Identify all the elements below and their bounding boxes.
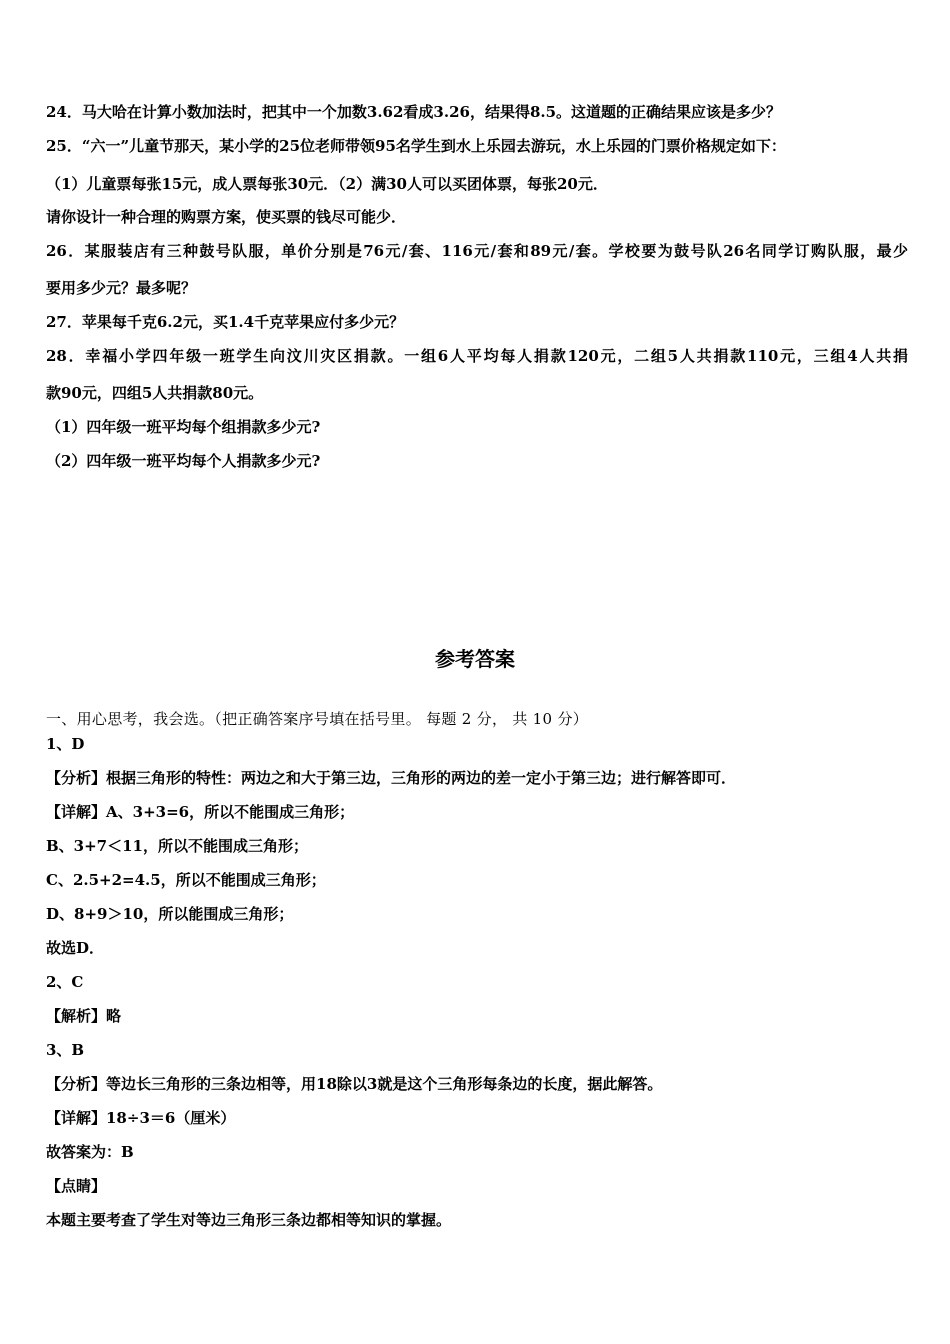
question-28-line-2: 款90元，四组5人共捐款80元。 xyxy=(46,384,264,402)
answers-title: 参考答案 xyxy=(435,647,515,671)
answer-3-comment: 本题主要考查了学生对等边三角形三条边都相等知识的掌握。 xyxy=(46,1211,452,1229)
answer-1-option-b: B、3+7＜11，所以不能围成三角形； xyxy=(46,837,308,855)
answer-3: 3、B xyxy=(46,1041,85,1059)
answer-1-option-c: C、2.5+2=4.5，所以不能围成三角形； xyxy=(46,871,326,889)
answer-1: 1、D xyxy=(46,735,85,753)
answer-2: 2、C xyxy=(46,973,84,991)
question-25-task: 请你设计一种合理的购票方案，使买票的钱尽可能少． xyxy=(46,208,407,226)
answer-2-explanation: 【解析】略 xyxy=(46,1007,122,1025)
question-28-line-1: 28．幸福小学四年级一班学生向汶川灾区捐款。一组6人平均每人捐款120元，二组5人共捐款110元，三组4人共捐 xyxy=(46,347,908,365)
question-28-part-1: （1）四年级一班平均每个组捐款多少元? xyxy=(46,418,321,436)
answers-section-header: 一、用心思考，我会选。（把正确答案序号填在括号里。 每题 2 分， 共 10 分） xyxy=(46,710,589,728)
answer-3-analysis: 【分析】等边长三角形的三条边相等，用18除以3就是这个三角形每条边的长度，据此解答。 xyxy=(46,1075,663,1093)
answer-1-option-d: D、8+9＞10，所以能围成三角形； xyxy=(46,905,294,923)
answer-1-analysis: 【分析】根据三角形的特性：两边之和大于第三边，三角形的两边的差一定小于第三边；进行解答即可． xyxy=(46,769,737,787)
answer-3-comment-label: 【点睛】 xyxy=(46,1177,107,1195)
question-25-ticket-rules: （1）儿童票每张15元，成人票每张30元．（2）满30人可以买团体票，每张20元． xyxy=(46,175,608,193)
answer-1-detail: 【详解】A、3+3=6，所以不能围成三角形； xyxy=(46,803,355,821)
question-25: 25．“六一”儿童节那天，某小学的25位老师带领95名学生到水上乐园去游玩，水上乐园的门票价格规定如下： xyxy=(46,137,786,155)
question-27: 27．苹果每千克6.2元，买1.4千克苹果应付多少元？ xyxy=(46,313,405,331)
answer-3-result: 故答案为：B xyxy=(46,1143,134,1161)
question-26-line-1: 26．某服装店有三种鼓号队服，单价分别是76元/套、116元/套和89元/套。学校要为鼓号队26名同学订购队服，最少 xyxy=(46,242,908,260)
answer-3-detail: 【详解】18÷3＝6（厘米） xyxy=(46,1109,236,1127)
question-26-line-2: 要用多少元？最多呢？ xyxy=(46,279,197,297)
answer-1-choice: 故选D． xyxy=(46,939,105,957)
question-28-part-2: （2）四年级一班平均每个人捐款多少元? xyxy=(46,452,321,470)
question-24: 24．马大哈在计算小数加法时，把其中一个加数3.62看成3.26，结果得8.5。这道题的正确结果应该是多少？ xyxy=(46,103,782,121)
